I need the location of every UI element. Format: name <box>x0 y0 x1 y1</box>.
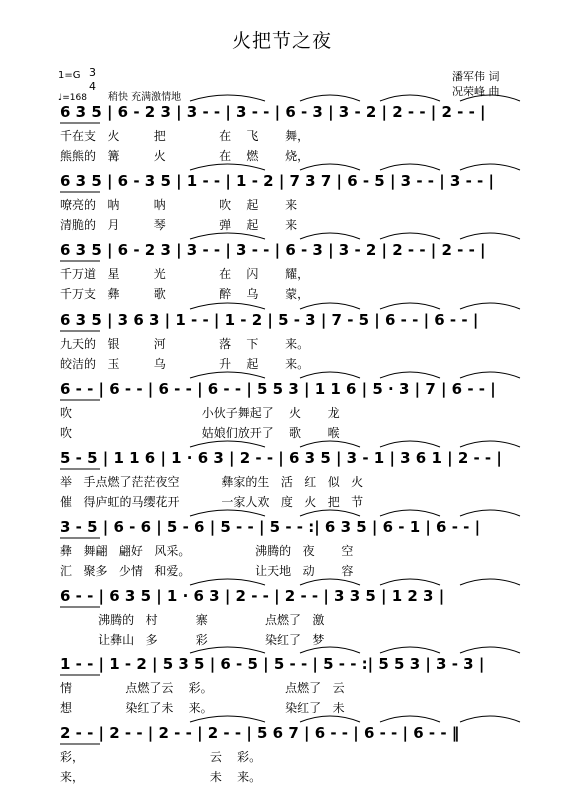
slur-mark <box>300 95 360 101</box>
slur-mark <box>300 303 360 309</box>
slur-mark <box>300 716 360 722</box>
time-signature-bottom: 4 <box>89 80 96 93</box>
lyric-verse-1: 沸腾的 村 寨 点燃了 激 <box>60 613 325 627</box>
lyric-verse-2: 清脆的 月 琴 弹 起 来 <box>60 218 298 232</box>
lyric-verse-1: 彩， 云 彩。 <box>60 750 262 764</box>
lyric-verse-1: 吹 小伙子舞起了 火 龙 <box>60 406 340 420</box>
lyric-verse-2: 千万支 彝 歌 醉 乌 蒙， <box>60 287 310 301</box>
slur-mark <box>460 95 520 101</box>
slur-mark <box>380 647 440 653</box>
slur-mark <box>190 372 265 378</box>
slur-mark <box>460 716 520 722</box>
slur-mark <box>460 579 520 585</box>
lyric-verse-2: 让彝山 多 彩 染红了 梦 <box>60 633 325 647</box>
lyric-verse-1: 九天的 银 河 落 下 来。 <box>60 337 310 351</box>
slur-mark <box>190 441 265 447</box>
notation-row: 6 3 5 | 6 - 2 3 | 3 - - | 3 - - | 6 - 3 | 3 - 2 | 2 - - | 2 - - | <box>60 103 486 121</box>
lyric-verse-2: 吹 姑娘们放开了 歌 喉 <box>60 426 340 440</box>
slur-mark <box>380 95 440 101</box>
slur-mark <box>300 510 360 516</box>
slur-mark <box>190 579 265 585</box>
song-title: 火把节之夜 <box>231 30 332 52</box>
slur-mark <box>460 164 520 170</box>
lyric-verse-1: 嘹亮的 呐 呐 吹 起 来 <box>60 198 298 212</box>
slur-mark <box>300 372 360 378</box>
slur-mark <box>300 233 360 239</box>
expression-marking: 稍快 充满激情地 <box>108 92 182 103</box>
notation-row: 1 - - | 1 - 2 | 5 3 5 | 6 - 5 | 5 - - | 5 - - :| 5 5 3 | 3 - 3 | <box>60 655 485 673</box>
slur-mark <box>380 579 440 585</box>
slur-mark <box>380 441 440 447</box>
slur-mark <box>300 579 360 585</box>
lyric-verse-2: 熊熊的 篝 火 在 燃 烧， <box>60 149 310 163</box>
slur-mark <box>380 510 440 516</box>
lyric-verse-2: 想 染红了未 来。 染红了 未 <box>60 701 345 715</box>
slur-mark <box>190 233 265 239</box>
slur-mark <box>190 510 265 516</box>
notation-row: 5 - 5 | 1 1 6 | 1 · 6 3 | 2 - - | 6 3 5 | 3 - 1 | 3 6 1 | 2 - - | <box>60 449 502 467</box>
lyricist-credit: 潘军伟 词 <box>452 70 500 83</box>
notation-row: 6 - - | 6 - - | 6 - - | 6 - - | 5 5 3 | 1 1 6 | 5 · 3 | 7 | 6 - - | <box>60 380 496 398</box>
key-signature: 1=G <box>58 70 81 81</box>
tempo-marking: ♩=168 <box>58 93 87 103</box>
lyric-verse-1: 举 手点燃了茫茫夜空 彝家的生 活 红 似 火 <box>60 475 364 489</box>
notation-row: 6 3 5 | 6 - 3 5 | 1 - - | 1 - 2 | 7 3 7 | 6 - 5 | 3 - - | 3 - - | <box>60 172 494 190</box>
notation-row: 6 - - | 6 3 5 | 1 · 6 3 | 2 - - | 2 - - | 3 3 5 | 1 2 3 | <box>60 587 445 605</box>
lyric-verse-1: 千万道 星 光 在 闪 耀， <box>60 267 310 281</box>
lyric-verse-2: 来， 未 来。 <box>60 770 262 784</box>
slur-mark <box>380 164 440 170</box>
notation-row: 2 - - | 2 - - | 2 - - | 2 - - | 5 6 7 | 6 - - | 6 - - | 6 - - ‖ <box>60 724 460 742</box>
slur-mark <box>380 303 440 309</box>
slur-mark <box>300 441 360 447</box>
slur-mark <box>460 647 520 653</box>
slur-mark <box>300 647 360 653</box>
slur-mark <box>460 303 520 309</box>
slur-mark <box>300 164 360 170</box>
slur-mark <box>380 716 440 722</box>
lyric-verse-1: 情 点燃了云 彩。 点燃了 云 <box>60 681 345 695</box>
slur-mark <box>460 372 520 378</box>
lyric-verse-2: 皎洁的 玉 乌 升 起 来。 <box>60 357 310 371</box>
composer-credit: 况荣峰 曲 <box>452 85 500 98</box>
time-signature-top: 3 <box>89 66 96 79</box>
slur-mark <box>380 372 440 378</box>
slur-mark <box>190 164 265 170</box>
notation-row: 6 3 5 | 6 - 2 3 | 3 - - | 3 - - | 6 - 3 | 3 - 2 | 2 - - | 2 - - | <box>60 241 486 259</box>
slur-mark <box>460 233 520 239</box>
lyric-verse-2: 催 得庐虹的马缨花开 一家人欢 度 火 把 节 <box>60 495 364 509</box>
slur-mark <box>190 647 265 653</box>
notation-row: 6 3 5 | 3 6 3 | 1 - - | 1 - 2 | 5 - 3 | 7 - 5 | 6 - - | 6 - - | <box>60 311 479 329</box>
slur-mark <box>380 233 440 239</box>
slur-mark <box>190 95 265 101</box>
lyric-verse-1: 千在支 火 把 在 飞 舞， <box>60 129 310 143</box>
lyric-verse-2: 汇 聚多 少情 和爱。 让天地 动 容 <box>60 564 354 578</box>
slur-mark <box>460 510 520 516</box>
notation-row: 3 - 5 | 6 - 6 | 5 - 6 | 5 - - | 5 - - :| 6 3 5 | 6 - 1 | 6 - - | <box>60 518 481 536</box>
lyric-verse-1: 彝 舞翩 翩好 风采。 沸腾的 夜 空 <box>60 544 354 558</box>
slur-mark <box>460 441 520 447</box>
slur-mark <box>190 716 265 722</box>
slur-mark <box>190 303 265 309</box>
